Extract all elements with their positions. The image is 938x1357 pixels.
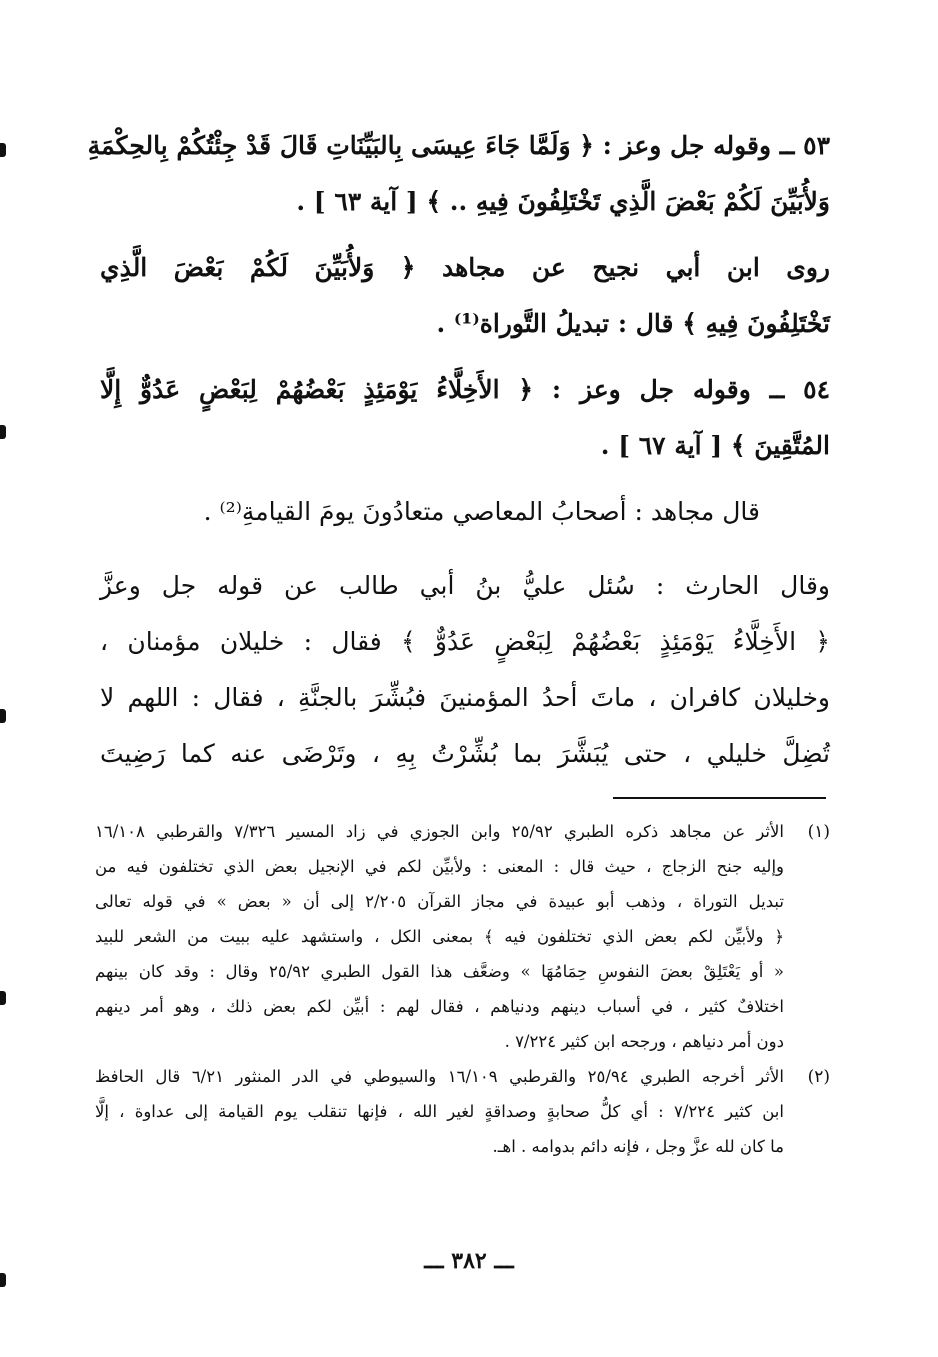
- footnote-line: دون أمر دنياهم ، ورجحه ابن كثير ٧/٢٢٤ .: [504, 1032, 784, 1051]
- left-margin-mark: [0, 1273, 6, 1287]
- text-line: ٥٤ ــ وقوله جل وعز : ﴿ الأَخِلَّاءُ يَوْمَئِذٍ بَعْضُهُمْ لِبَعْضٍ عَدُوٌّ إِلَّا: [100, 375, 830, 404]
- left-margin-mark: [0, 709, 6, 723]
- footnote-line: اختلافٌ كثير ، في أسباب دينهم ودنياهم ، فقال لهم : أبيِّن لكم بعض ذلك ، وهو أمر دينهم: [95, 997, 784, 1016]
- text-line: وقال الحارث : سُئل عليُّ بنُ أبي طالب عن قوله جل وعزَّ: [100, 571, 830, 600]
- text-line: وخليلان كافران ، ماتَ أحدُ المؤمنينَ فبُشِّرَ بالجنَّةِ ، فقال : اللهم لا: [100, 683, 830, 712]
- footnote-line: ما كان لله عزَّ وجل ، فإنه دائم بدوامه . اهـ.: [492, 1137, 784, 1156]
- paragraph-mujahid: [100, 484, 830, 540]
- paragraph-ibn-abi-najih: [100, 240, 830, 352]
- footnote-line: ﴿ ولأبيِّن لكم بعض الذي تختلفون فيه ﴾ بمعنى الكل ، واستشهد عليه ببيت من الشعر للبيد: [95, 927, 784, 946]
- text-line: تُضِلَّ خليلي ، حتى يُبَشَّرَ بما بُشِّرْتُ بِهِ ، وتَرْضَى عنه كما رَضِيتَ: [100, 739, 830, 768]
- left-margin-mark: [0, 425, 6, 439]
- footnote-line: الأثر أخرجه الطبري ٢٥/٩٤ والقرطبي ١٦/١٠٩ والسيوطي في الدر المنثور ٦/٢١ قال الحافظ: [95, 1067, 784, 1086]
- footnote-line: وإليه جنح الزجاج ، حيث قال : المعنى : ولأبيِّن لكم في الإنجيل بعض الذي تختلفون فيه من: [95, 857, 784, 876]
- text-line: ٥٣ ــ وقوله جل وعز : ﴿ وَلَمَّا جَاءَ عِيسَى بِالبَيِّنَاتِ قَالَ قَدْ جِئْتُكُمْ بِالحِكْمَةِ: [87, 131, 830, 160]
- text-line: ﴿ الأَخِلَّاءُ يَوْمَئِذٍ بَعْضُهُمْ لِبَعْضٍ عَدُوٌّ ﴾ فقال : خليلان مؤمنان ،: [100, 627, 830, 656]
- paragraph-harith: [100, 558, 830, 782]
- footnote-1: [95, 814, 830, 1059]
- footnote-number: (٢): [807, 1067, 830, 1087]
- entry-53: [87, 118, 830, 230]
- text-line: تَخْتَلِفُونَ فِيهِ ﴾ قال : تبديلُ التَّوراة⁽¹⁾ .: [436, 309, 830, 338]
- text-line: المُتَّقِينَ ﴾ [ آية ٦٧ ] .: [600, 431, 830, 460]
- footnote-line: ابن كثير ٧/٢٢٤ : أي كلُّ صحابةٍ وصداقةٍ لغير الله ، فإنها تنقلب يوم القيامة إلى عداوة ، إلَّا: [95, 1102, 784, 1121]
- footnote-number: (١): [807, 822, 830, 842]
- footnote-line: « أو يَعْتَلِقْ بعضَ النفوسِ حِمَامُهَا » وضعَّف هذا القول الطبري ٢٥/٩٢ وقال : وقد كان بينهم: [95, 962, 784, 981]
- footnote-separator: [613, 797, 826, 799]
- footnote-2: [95, 1059, 830, 1164]
- text-line: وَلأُبَيِّنَ لَكُمْ بَعْضَ الَّذِي تَخْتَلِفُونَ فِيهِ .. ﴾ [ آية ٦٣ ] .: [296, 187, 830, 216]
- footnote-line: الأثر عن مجاهد ذكره الطبري ٢٥/٩٢ وابن الجوزي في زاد المسير ٧/٣٢٦ والقرطبي ١٦/١٠٨: [95, 822, 785, 841]
- entry-54: [100, 362, 830, 474]
- left-margin-mark: [0, 991, 6, 1005]
- footnotes-block: [95, 814, 830, 1164]
- main-text-block: [87, 118, 830, 782]
- text-line: روى ابن أبي نجيح عن مجاهد ﴿ وَلأُبَيِّنَ لَكُمْ بَعْضَ الَّذِي: [100, 253, 830, 282]
- footnote-line: تبديل التوراة ، وذهب أبو عبيدة في مجاز القرآن ٢/٢٠٥ إلى أن « بعض » في قوله تعالى: [95, 892, 785, 911]
- page-number: ـــ ٣٨٢ ـــ: [424, 1248, 514, 1274]
- left-margin-mark: [0, 143, 6, 157]
- text-line: قال مجاهد : أصحابُ المعاصي متعادُونَ يومَ القيامةِ⁽²⁾ .: [203, 497, 760, 526]
